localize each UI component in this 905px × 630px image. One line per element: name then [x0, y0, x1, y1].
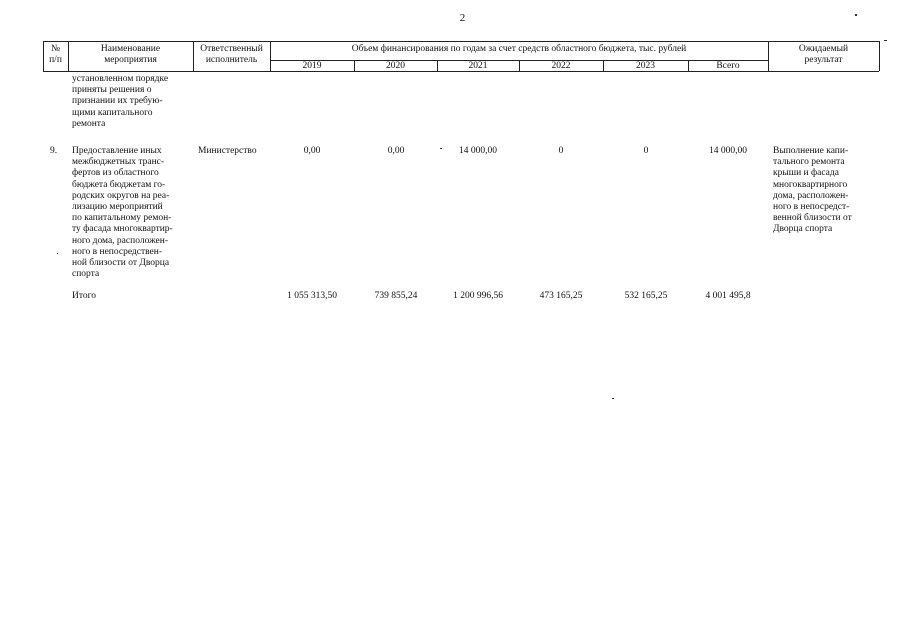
header-result-line2: результат: [804, 55, 843, 66]
total-value-2023: 532 165,25: [624, 291, 668, 301]
header-executor-line2: исполнитель: [205, 55, 258, 66]
header-name: [68, 44, 193, 66]
total-value-2019: 1 055 313,50: [287, 291, 337, 301]
total-value-2021: 1 200 996,56: [453, 291, 503, 301]
table-right-border: [879, 41, 880, 71]
total-label: Итого: [72, 291, 97, 301]
table-top-border: [43, 41, 879, 42]
row-9-value-2023: 0: [643, 146, 649, 156]
scan-speck: [612, 398, 614, 399]
row-continuation-name: установленном порядке приняты решения о признании их требую- щими капитального ремонта: [72, 74, 169, 129]
row-9-executor: Министерство: [198, 146, 257, 156]
row-9-value-2021: 14 000,00: [459, 146, 497, 156]
header-year-2022: 2022: [551, 61, 571, 71]
header-year-2023: 2023: [636, 61, 655, 71]
header-executor: [193, 44, 270, 66]
header-funding-title: Объем финансирования по годам за счет средств областного бюджета, тыс. рублей: [351, 44, 687, 54]
page-number: 2: [459, 12, 466, 24]
row-9-name: Предоставление иных межбюджетных транс- фертов из областного бюджета бюджетам го- родских округов на реа- лизацию мероприятий по капитальному ремон- ту фасада многоквартир- ного дома, расположен- ного в непосредствен- ной близости от Дворца спорта: [72, 146, 173, 280]
header-executor-line1: Ответственный: [200, 44, 263, 54]
header-number: [43, 44, 68, 66]
row-9-value-2022: 0: [558, 146, 564, 156]
header-name-line1: Наименование: [100, 44, 161, 54]
row-9-value-2019: 0,00: [303, 146, 321, 156]
header-number-line2: п/п: [49, 55, 62, 66]
row-9-result: Выполнение капи- тального ремонта крыши и фасада многоквартирного дома, расположен- ного в непосредст- венной близости от Дворца спорта: [773, 146, 852, 235]
total-value-2020: 739 855,24: [374, 291, 418, 301]
scan-speck: [57, 253, 58, 254]
header-result-line1: Ожидаемый: [798, 44, 849, 54]
scan-speck: [884, 40, 887, 41]
row-9-value-2020: 0,00: [387, 146, 405, 156]
row-9-number: 9.: [50, 146, 58, 156]
header-year-2021: 2021: [468, 61, 488, 71]
scan-speck: [855, 14, 857, 16]
total-value-2022: 473 165,25: [539, 291, 583, 301]
header-year-2019: 2019: [302, 61, 322, 71]
header-number-line1: №: [50, 44, 61, 54]
header-name-line2: мероприятия: [104, 55, 157, 66]
header-result: [768, 44, 879, 66]
header-total: Всего: [716, 61, 740, 71]
header-year-2020: 2020: [386, 61, 405, 71]
total-value-total: 4 001 495,8: [705, 291, 751, 301]
scan-speck: [440, 148, 442, 149]
row-9-value-total: 14 000,00: [709, 146, 747, 156]
